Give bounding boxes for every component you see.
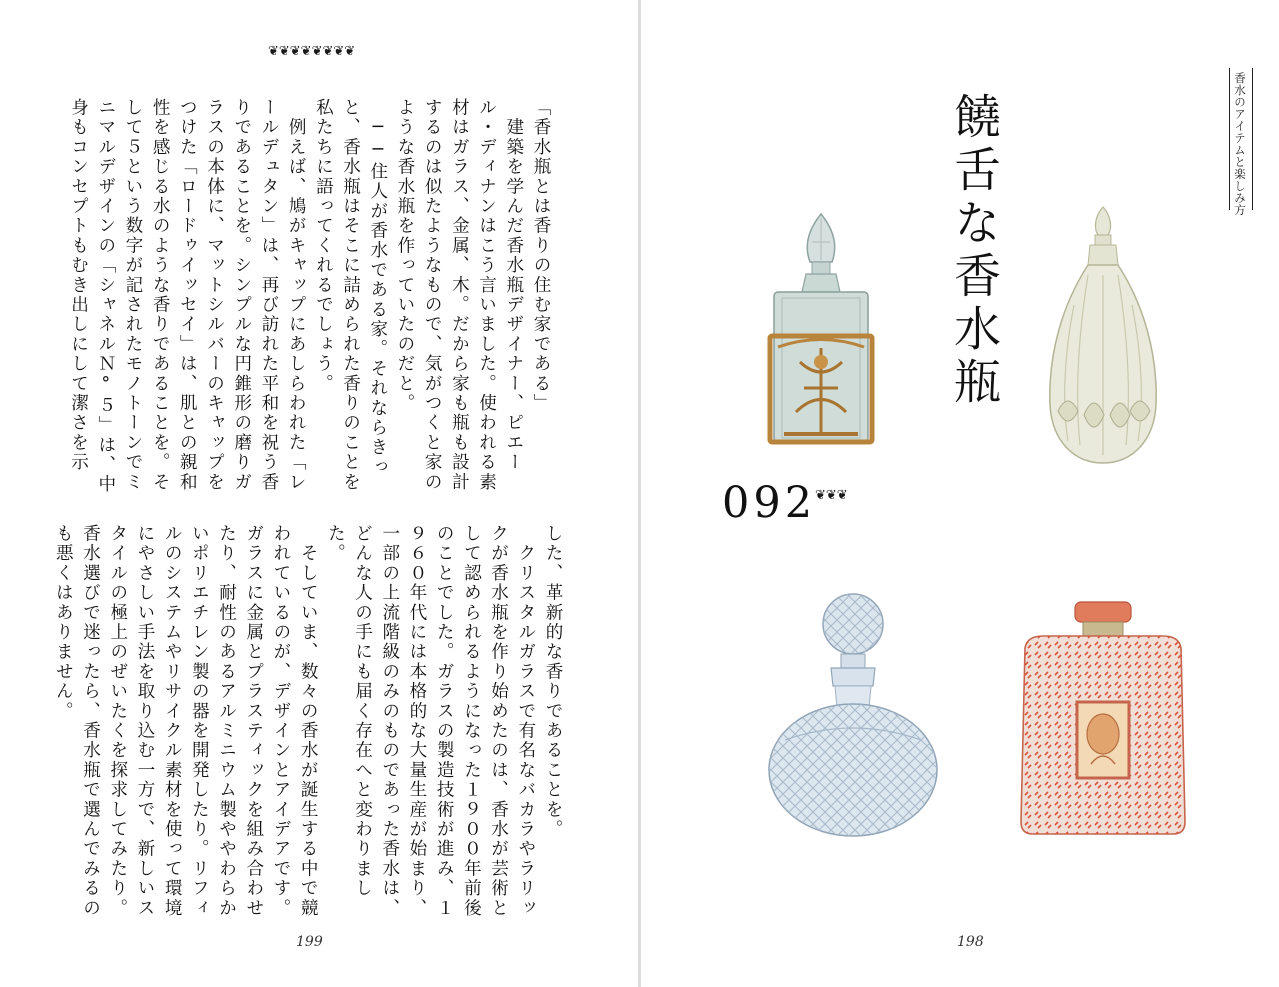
body-text-bottom: した、革新的な香りであることを。 クリスタルガラスで有名なバカラやラリックが香水瓶を作り始めたのは、香水が芸術として認められるようになった１９００年前後のことでした。ガラスの製造技術が進み、１９６０年代には本格的な大量生産が始まり、一部の上流階級のみのものであった香水は、どんな人の手にも届く存在へと変わりました。 そしていま、数々の香水が誕生する中で競われているのが、デザインとアイデアです。ガラスに金属とプラスティックを組み合わせたり、耐性のあるアルミニウム製ややわらかいポリエチレン製の器を開発したり。リフィルのシステムやリサイクル素材を使って環境にやさしい手法を取り込む一方で、新しいスタイルの極上のぜいたくを探求してみたり。香水選びで迷ったら、香水瓶で選んでみるのも悪くはありません。: [53, 524, 563, 918]
body-text-top: 「香水瓶とは香りの住む家である」 建築を学んだ香水瓶デザイナー、ピエール・ディナンはこう言いました。使われる素材はガラス、金属、木。だから家も瓶も設計するのは似たようなもので、気がつくと家のような香水瓶を作っていたのだと。 ──住人が香水である家。それならきっと、香水瓶はそこに詰められた香りのことを私たちに語ってくれるでしょう。 例えば、鳩がキャップにあしらわれた「レールデュタン」は、再び訪れた平和を祝う香りであることを。シンプルな円錐形の磨りガラスの本体に、マットシルバーのキャップをつけた「ロードゥイッセイ」は、肌との親和性を感じる水のような香りであることを。そして５という数字が記されたモノトーンでミニマルデザインの「シャネルＮ°５」は、中身もコンセプトもむき出しにして潔さを示: [68, 98, 551, 495]
page-title: 饒舌な香水瓶: [946, 92, 1001, 410]
cut-crystal-decanter-illustration: [765, 590, 941, 840]
section-header-label: 香水のアイテムと楽しみ方: [1233, 72, 1247, 216]
gilded-square-bottle-illustration: [760, 212, 882, 452]
entry-number: 092: [722, 478, 817, 528]
page-number-right: 198: [957, 934, 984, 950]
ornament-divider: ❦❦❦❦❦❦❦❦: [268, 44, 356, 59]
page-number-left: 199: [296, 934, 323, 950]
red-pattern-bottle-illustration: [1013, 600, 1193, 838]
lotus-bottle-illustration: [1040, 205, 1166, 467]
number-ornament: ❦❦❦: [815, 488, 848, 503]
left-page: [0, 0, 638, 987]
